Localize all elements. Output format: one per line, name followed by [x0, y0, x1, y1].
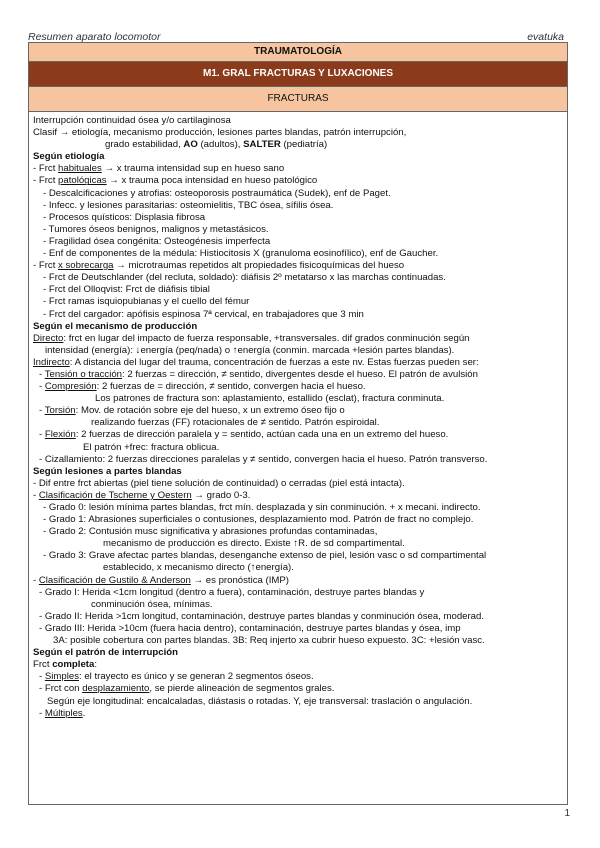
section-title: TRAUMATOLOGÍA [29, 43, 567, 62]
text-line [33, 405, 567, 417]
text-span: 3A: posible cobertura con partes blandas. 3B: Req injerto xa cubrir hueso expuesto. 3C: +lesión vasc. [53, 635, 485, 647]
document-header-author: evatuka [527, 31, 564, 43]
text-span: conminución ósea, mínimas. [91, 598, 213, 610]
text-line [33, 708, 567, 720]
text-span: (adultos), [197, 139, 244, 151]
text-span: - Grado 3: Grave afectac partes blandas, desenganche extenso de piel, lesión vasc o sd compartimental [43, 550, 487, 562]
text-line [33, 671, 567, 683]
text-span: grado estabilidad, [105, 139, 184, 151]
text-line [33, 466, 567, 478]
text-span: realizando fuerzas (FF) rotacionales de ≠ sentido. Patrón espiroidal. [91, 417, 380, 429]
text-line [33, 188, 567, 200]
page-number: 1 [564, 808, 570, 819]
text-line [33, 442, 567, 454]
text-line [33, 127, 567, 139]
text-line [33, 587, 567, 599]
text-span: - Grado 0: lesión mínima partes blandas, frct mín. desplazada y sin conminución. + x mecani. indirecto. [43, 502, 481, 513]
underlined-term: Clasificación de Gustilo & Anderson [38, 574, 191, 586]
text-line [33, 369, 567, 381]
bold-heading-text: Según lesiones a partes blandas [33, 465, 182, 477]
text-line [33, 321, 567, 333]
bold-heading-text: Según el patrón de interrupción [33, 647, 178, 659]
text-span: - Descalcificaciones y atrofias: osteoporosis postraumática (Sudek), enf de Paget. [43, 187, 391, 199]
module-title: M1. GRAL FRACTURAS Y LUXACIONES [29, 62, 567, 87]
text-span: - Grado I: Herida <1cm longitud (dentro a fuera), contaminación, destruye partes blandas y [39, 586, 425, 598]
text-span: → microtraumas repetidos alt propiedades fisicoquímicas del hueso [113, 260, 405, 272]
underlined-term: habituales [58, 163, 102, 175]
text-span: → x trauma intensidad sup en hueso sano [101, 163, 285, 175]
bold-heading-text: completa [52, 659, 95, 671]
text-line [33, 478, 567, 490]
text-span: intensidad (energía): ↓energía (peq/nada) o ↑energía (conmin. marcada +lesión partes blandas). [45, 344, 455, 356]
text-line [33, 139, 567, 151]
text-span: - Frct de Deutschlander (del recluta, soldado): diáfisis 2º metatarso x las marchas continuadas. [43, 272, 446, 284]
bold-heading-text: Según el mecanismo de producción [33, 320, 198, 332]
text-line [33, 683, 567, 695]
text-line [33, 115, 567, 127]
text-span: - [39, 368, 45, 380]
text-span: , se pierde alineación de segmentos grales. [149, 683, 335, 695]
text-span: : A distancia del lugar del trauma, concentración de fuerzas a este nv. Estas fuerzas pueden ser: [69, 356, 479, 368]
underlined-term: patológicas [58, 175, 107, 187]
document-header-title: Resumen aparato locomotor [28, 31, 161, 43]
text-span: - Grado 2: Contusión musc significativa y abrasiones profundas contaminadas, [43, 526, 378, 538]
underlined-term: Flexión [44, 429, 76, 441]
underlined-term: Compresión [44, 381, 97, 393]
text-line [33, 151, 567, 163]
subsection-title: FRACTURAS [29, 87, 567, 112]
bold-heading-text: SALTER [243, 139, 281, 151]
text-span: - [39, 707, 45, 719]
text-span: → es pronóstica (IMP) [190, 574, 289, 586]
text-line [33, 562, 567, 574]
text-span: Clasif → etiología, mecanismo producción, lesiones partes blandas, patrón interrupción, [33, 127, 407, 139]
text-line [33, 623, 567, 635]
bold-heading-text: AO [183, 139, 198, 151]
text-line [33, 284, 567, 296]
text-span: - Fragilidad ósea congénita: Osteogénesis imperfecta [43, 235, 271, 247]
text-line [33, 260, 567, 272]
text-line [33, 514, 567, 526]
text-line [33, 200, 567, 212]
text-line [33, 248, 567, 260]
text-line [33, 357, 567, 369]
text-span: - Frct con [39, 683, 83, 695]
text-span: - Grado II: Herida >1cm longitud, contaminación, destruye partes blandas y conminución ósea, moderad. [39, 610, 485, 622]
text-line [33, 175, 567, 187]
text-line [33, 393, 567, 405]
text-span: → x trauma poca intensidad en hueso patológico [106, 175, 318, 187]
text-span: - Grado 1: Abrasiones superficiales o contusiones, desplazamiento mod. Patrón de fract no complejo. [43, 514, 474, 526]
text-span: - [39, 381, 45, 393]
text-span: : [94, 659, 97, 671]
text-span: Los patrones de fractura son: aplastamiento, estallido (esclat), fractura conminuta. [95, 393, 445, 405]
text-line [33, 212, 567, 224]
text-span: - Procesos quísticos: Displasia fibrosa [43, 211, 206, 223]
text-span: : Mov. de rotación sobre eje del hueso, x un extremo óseo fijo o [75, 405, 345, 417]
text-line [33, 417, 567, 429]
underlined-term: Simples [44, 671, 79, 683]
text-line [33, 575, 567, 587]
text-line [33, 345, 567, 357]
text-line [33, 538, 567, 550]
text-line [33, 429, 567, 441]
text-span: - Dif entre frct abiertas (piel tiene solución de continuidad) o cerradas (piel está intacta). [33, 477, 405, 489]
text-span: establecido, x mecanismo directo (↑energía). [103, 562, 294, 574]
text-span: - [39, 429, 45, 441]
underlined-term: Múltiples [44, 707, 83, 719]
text-span: : 2 fuerzas de dirección paralela y = sentido, actúan cada una en un extremo del hueso. [75, 429, 449, 441]
text-span: - Tumores óseos benignos, malignos y metastásicos. [43, 223, 269, 235]
text-span: Frct [33, 659, 53, 671]
text-span: - Frct del cargador: apófisis espinosa 7ª cervical, en trabajadores que 3 min [43, 308, 364, 320]
text-span: : el trayecto es único y se generan 2 segmentos óseos. [79, 671, 314, 683]
text-span: Interrupción continuidad ósea y/o cartilaginosa [33, 115, 231, 126]
text-span: : 2 fuerzas de = dirección, ≠ sentido, convergen hacia el hueso. [96, 381, 366, 393]
text-line [33, 635, 567, 647]
underlined-term: Tensión o tracción [44, 368, 123, 380]
text-span: - Cizallamiento: 2 fuerzas direcciones paralelas y ≠ sentido, convergen hacia el hueso. Patrón transverso. [39, 453, 488, 465]
underlined-term: Torsión [44, 405, 76, 417]
text-span: - Frct ramas isquiopubianas y el cuello del fémur [43, 296, 250, 308]
bold-heading-text: Según etiología [33, 151, 105, 163]
text-line [33, 526, 567, 538]
document-body [29, 112, 567, 720]
text-line [33, 550, 567, 562]
underlined-term: Directo [33, 332, 64, 344]
text-span: - [39, 671, 45, 683]
underlined-term: Indirecto [33, 356, 70, 368]
text-line [33, 381, 567, 393]
text-line [33, 163, 567, 175]
text-line [33, 296, 567, 308]
text-span: - Enf de componentes de la médula: Histiocitosis X (granuloma eosinofílico), enf de Gaucher. [43, 248, 439, 260]
text-line [33, 611, 567, 623]
underlined-term: desplazamiento [82, 683, 150, 695]
text-line [33, 236, 567, 248]
text-span: - Grado III: Herida >10cm (fuera hacia dentro), contaminación, destruye partes blandas y ósea, imp [39, 622, 461, 634]
text-span: - [33, 489, 39, 501]
text-span: → grado 0-3. [191, 489, 251, 501]
text-line [33, 454, 567, 466]
text-line [33, 696, 567, 708]
text-line [33, 490, 567, 502]
text-span: mecanismo de producción es directo. Existe ↑R. de sd compartimental. [103, 538, 405, 550]
text-span: : frct en lugar del impacto de fuerza responsable, +transversales. dif grados conminución según [63, 332, 470, 344]
text-line [33, 647, 567, 659]
text-line [33, 659, 567, 671]
text-line [33, 309, 567, 321]
text-line [33, 502, 567, 514]
text-line [33, 224, 567, 236]
text-span: (pediatría) [280, 139, 328, 151]
text-line [33, 272, 567, 284]
text-span: - Frct [33, 163, 59, 175]
text-line [33, 333, 567, 345]
text-span: El patrón +frec: fractura oblicua. [83, 441, 220, 453]
text-span: - Frct del Olloqvist: Frct de diáfisis tibial [43, 284, 210, 296]
text-span: - Frct [33, 260, 59, 272]
text-line [33, 599, 567, 611]
text-span: - [39, 405, 45, 417]
text-span: Según eje longitudinal: encalcaladas, diástasis o rotadas. Y, eje transversal: traslación o angulación. [47, 695, 473, 707]
text-span: : 2 fuerzas = dirección, ≠ sentido, divergentes desde el hueso. El patrón de avulsión [122, 368, 478, 380]
text-span: . [82, 707, 86, 719]
text-span: - [33, 574, 39, 586]
underlined-term: Clasificación de Tscherne y Oestern [38, 489, 192, 501]
text-span: - Frct [33, 175, 59, 187]
underlined-term: x sobrecarga [58, 260, 114, 272]
text-span: - Infecc. y lesiones parasitarias: osteomielitis, TBC ósea, sífilis ósea. [43, 199, 334, 211]
content-frame [28, 42, 568, 805]
